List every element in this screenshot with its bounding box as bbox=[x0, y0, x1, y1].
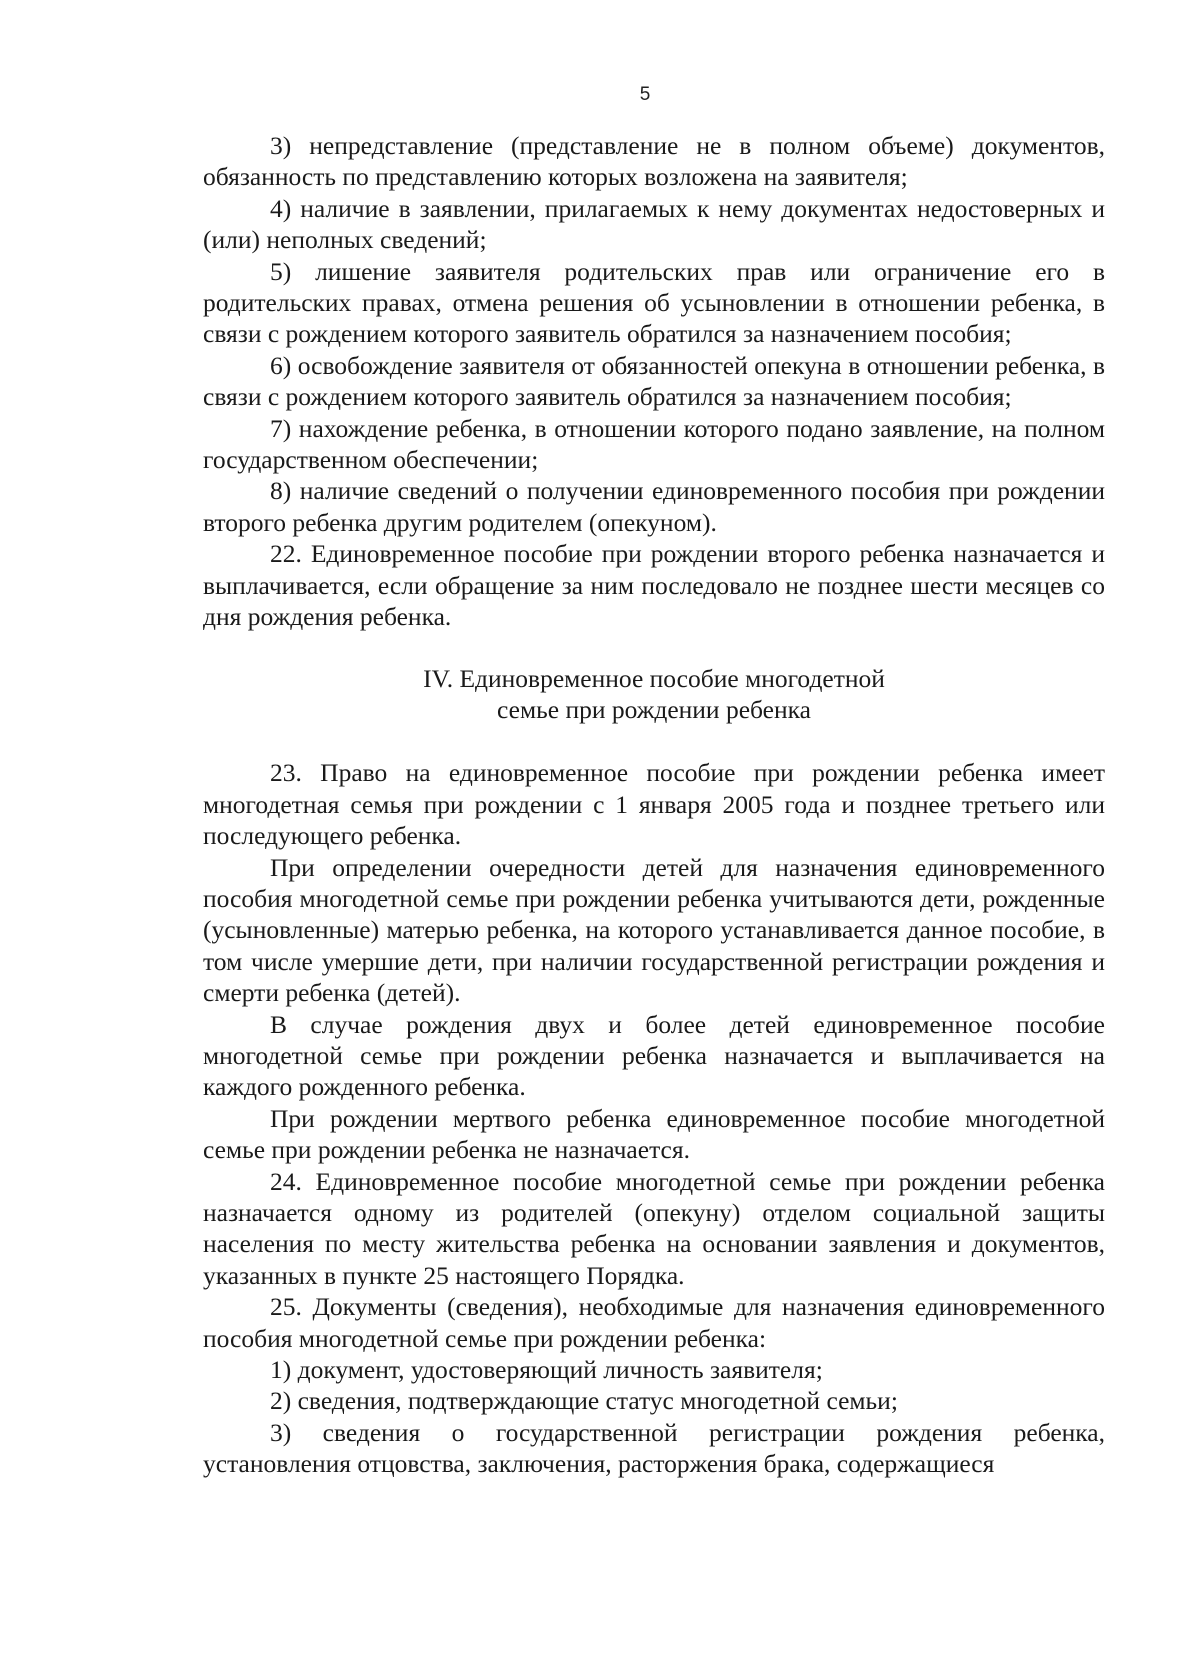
paragraph-clause-22: 22. Единовременное пособие при рождении второго ребенка назначается и выплачивается, если обращение за ним последовало не позднее шести месяцев со дня рождения ребенка. bbox=[203, 539, 1105, 632]
paragraph-doc-item-3: 3) сведения о государственной регистрации рождения ребенка, установления отцовства, заключения, расторжения брака, содержащиеся bbox=[203, 1417, 1105, 1479]
paragraph-multiple-births: В случае рождения двух и более детей единовременное пособие многодетной семье при рождении ребенка назначается и выплачивается на каждого рожденного ребенка. bbox=[203, 1009, 1105, 1102]
paragraph-clause-24: 24. Единовременное пособие многодетной семье при рождении ребенка назначается одному из родителей (опекуну) отделом социальной защиты населения по месту жительства ребенка на основании заявления и документов, указанных в пункте 25 настоящего Порядка. bbox=[203, 1166, 1105, 1290]
document-body bbox=[203, 130, 1105, 1480]
paragraph-doc-item-1: 1) документ, удостоверяющий личность заявителя; bbox=[270, 1355, 823, 1385]
paragraph-clause-25: 25. Документы (сведения), необходимые для назначения единовременного пособия многодетной семье при рождении ребенка: bbox=[203, 1292, 1105, 1353]
paragraph-doc-item-2: 2) сведения, подтверждающие статус многодетной семьи; bbox=[270, 1386, 898, 1416]
paragraph-item-6: 6) освобождение заявителя от обязанностей опекуна в отношении ребенка, в связи с рождением которого заявитель обратился за назначением пособия; bbox=[203, 350, 1105, 412]
section-heading-line-2: семье при рождении ребенка bbox=[497, 694, 811, 724]
paragraph-order-of-children: При определении очередности детей для назначения единовременного пособия многодетной семье при рождении ребенка учитываются дети, рожденные (усыновленные) матерью ребенка, на которого устанавливается данное пособие, в том числе умершие дети, при наличии государственной регистрации рождения и смерти ребенка (детей). bbox=[203, 852, 1105, 1008]
paragraph-item-4: 4) наличие в заявлении, прилагаемых к нему документах недостоверных и (или) неполных сведений; bbox=[203, 193, 1105, 255]
page-number: 5 bbox=[639, 84, 651, 105]
section-heading-line-1: IV. Единовременное пособие многодетной bbox=[423, 663, 885, 693]
paragraph-item-7: 7) нахождение ребенка, в отношении которого подано заявление, на полном государственном обеспечении; bbox=[203, 413, 1105, 475]
paragraph-stillbirth: При рождении мертвого ребенка единовременное пособие многодетной семье при рождении ребенка не назначается. bbox=[203, 1103, 1105, 1165]
spacer bbox=[203, 725, 1105, 757]
paragraph-item-3: 3) непредставление (представление не в полном объеме) документов, обязанность по представлению которых возложена на заявителя; bbox=[203, 131, 1105, 192]
paragraph-clause-23: 23. Право на единовременное пособие при рождении ребенка имеет многодетная семья при рождении с 1 января 2005 года и позднее третьего или последующего ребенка. bbox=[203, 758, 1105, 851]
paragraph-item-5: 5) лишение заявителя родительских прав или ограничение его в родительских правах, отмена решения об усыновлении в отношении ребенка, в связи с рождением которого заявитель обратился за назначением пособия; bbox=[203, 256, 1105, 349]
spacer bbox=[203, 633, 1105, 663]
paragraph-item-8: 8) наличие сведений о получении единовременного пособия при рождении второго ребенка другим родителем (опекуном). bbox=[203, 476, 1105, 537]
